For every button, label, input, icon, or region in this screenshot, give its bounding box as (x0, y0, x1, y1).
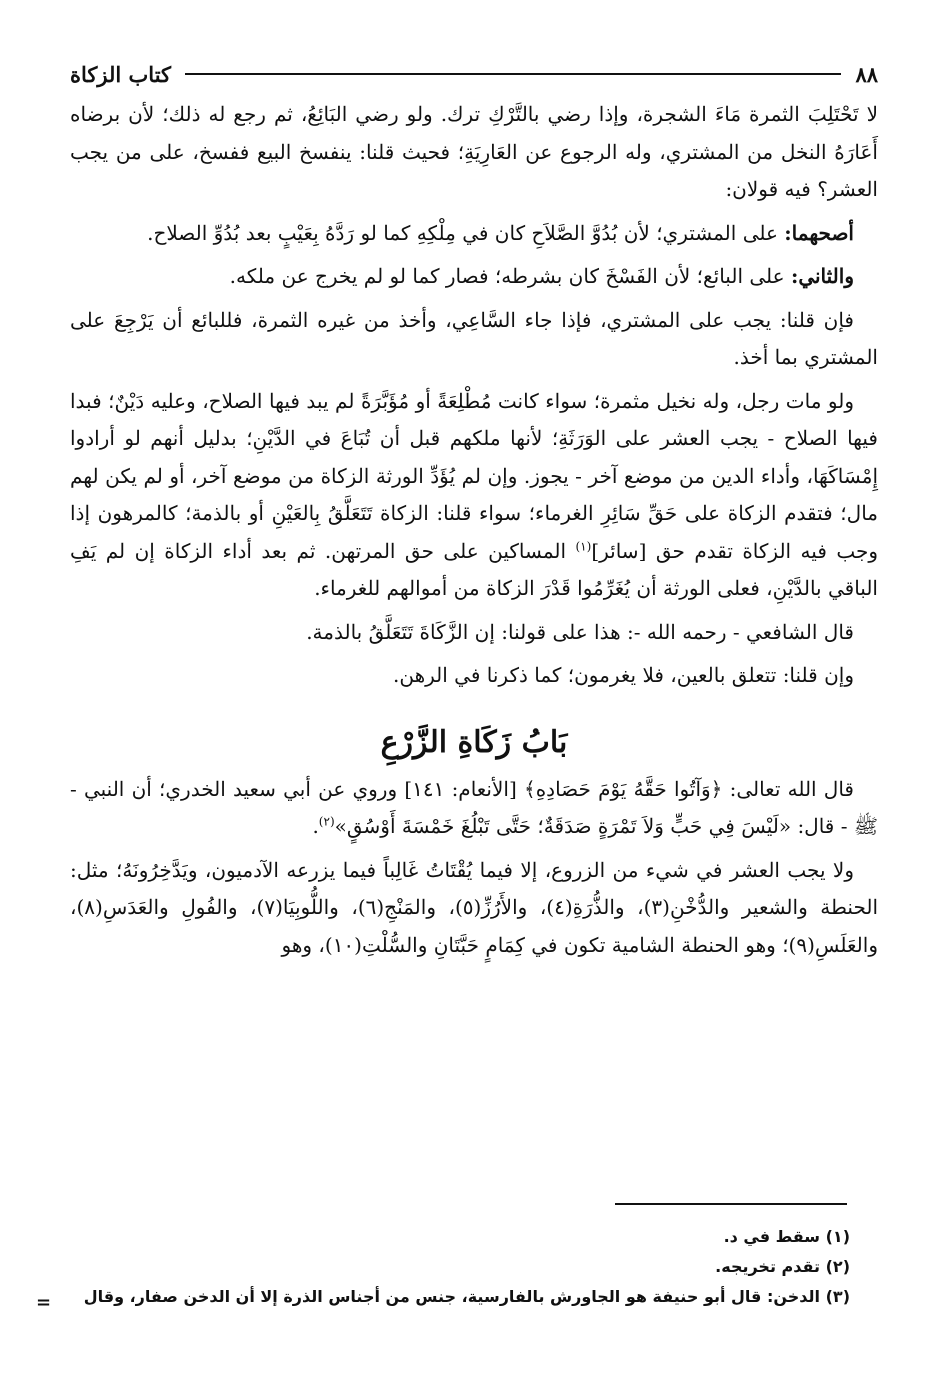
page-header (70, 58, 878, 90)
footnote-rule (615, 1203, 847, 1205)
paragraph-text: ولا يجب العشر في شيء من الزروع، إلا فيما يُقْتَاتُ غَالِباً فيما يزرعه الآدميون، ويَدَّخِرُونَهُ؛ مثل: الحنطة والشعير والدُّخْنِ(٣)، والذُّرَةِ(٤)، والأَرُزِّ(٥)، والمَنْجِ(٦)، واللُّوبِيَا(٧)، والفُولِ والعَدَسِ(٨)، والعَلَسِ(٩)؛ وهو الحنطة الشامية تكون في كِمَامٍ حَبَّتَانِ والسُّلْتِ(١٠)، وهو (70, 857, 879, 957)
paragraph-6 (70, 614, 878, 652)
page-number: ٨٨ (855, 61, 878, 87)
chapter-paragraph-1 (70, 771, 878, 846)
paragraph-text: وإن قلنا: تتعلق بالعين، فلا يغرمون؛ كما ذكرنا في الرهن. (392, 663, 854, 687)
continuation-mark: = (36, 1292, 52, 1313)
paragraph-1 (70, 96, 878, 209)
paragraph-text: . (312, 814, 319, 838)
header-rule (185, 73, 841, 75)
paragraph-4 (70, 302, 878, 377)
footnote-1: (١) سقط في د. (723, 1227, 850, 1246)
paragraph-text: قال الشافعي - رحمه الله -: هذا على قولنا: إن الزَّكَاةَ تَتَعَلَّقُ بالذمة. (306, 619, 854, 644)
main-text (70, 96, 878, 964)
paragraph-lead: والثاني: (790, 264, 854, 288)
paragraph-3 (70, 258, 878, 296)
paragraph-text: قال الله تعالى: ﴿وَآتُوا حَقَّهُ يَوْمَ حَصَادِهِ﴾ [الأنعام: ١٤١] وروي عن أبي سعيد الخدري؛ أن النبي - ﷺ - قال: «لَيْسَ فِي حَبٍّ وَلاَ تَمْرَةٍ صَدَقَةٌ؛ حَتَّى تَبْلُغَ خَمْسَةَ أَوْسُقٍ» (70, 776, 878, 838)
page (70, 58, 878, 970)
paragraph-text: لا تَحْتَلِبَ الثمرة مَاءَ الشجرة، وإذا رضي بالتَّرْكِ ترك. ولو رضي البَائِعُ، ثم رجع له ذلك؛ لأن برضاه أَعَارَهُ النخل من المشتري، وله الرجوع عن العَارِيَةِ؛ فحيث قلنا: ينفسخ البيع ففسخ، على من يجب العشر؟ فيه قولان: (70, 102, 878, 201)
paragraph-lead: أصحهما: (784, 220, 854, 245)
footnote-3: (٣) الدخن: قال أبو حنيفة هو الجاورش بالفارسية، جنس من أجناس الذرة إلا أن الدخن صفار، وقال (83, 1287, 850, 1306)
paragraph-text: المساكين على حق المرتهن. ثم بعد أداء الزكاة إن لم يَفِ الباقي بالدَّيْنِ، فعلى الورثة أن يُغَرِّمُوا قَدْرَ الزكاة من أموالهم للغرماء. (70, 538, 878, 600)
paragraph-text: ولو مات رجل، وله نخيل مثمرة؛ سواء كانت مُطْلِعَةً أو مُؤَبَّرَةً لم يبد فيها الصلاح، وعليه دَيْنٌ؛ فبدا فيها الصلاح - يجب العشر على الوَرَثَةِ؛ لأنها ملكهم قبل أن تُبَاعَ في الدَّيْنِ؛ بدليل أنهم لو أرادوا إِمْسَاكَهَا، وأداء الدين من موضع آخر - يجوز. وإن لم يُؤَدِّ الورثة الزكاة من موضع آخر، أو لم يكن لهم مال؛ فتقدم الزكاة على حَقِّ سَائِرِ الغرماء؛ سواء قلنا: الزكاة تَتَعَلَّقُ بِالعَيْنِ أو بالذمة؛ كالمرهون إذا وجب فيه الزكاة تقدم حق [سائر] (70, 388, 879, 563)
footnotes (70, 1222, 850, 1312)
footnote-ref[interactable]: (٢) (318, 814, 335, 829)
chapter-heading: بَابُ زَكَاةِ الزَّرْعِ (380, 724, 568, 760)
paragraph-5 (70, 383, 878, 608)
paragraph-text: على المشتري؛ لأن بُدُوَّ الصَّلاَحِ كان في مِلْكِهِ كما لو رَدَّهُ بِعَيْبٍ بعد بُدُوِّ الصلاح. (147, 220, 785, 245)
footnote-ref[interactable]: (١) (575, 538, 592, 553)
paragraph-text: على البائع؛ لأن الفَسْخَ كان بشرطه؛ فصار كما لو لم يخرج عن ملكه. (229, 264, 791, 288)
paragraph-2 (70, 215, 878, 253)
paragraph-7 (70, 657, 878, 695)
footnote-2: (٢) تقدم تخريجه. (715, 1257, 850, 1276)
paragraph-text: فإن قلنا: يجب على المشتري، فإذا جاء السَّاعِي، وأخذ من غيره الثمرة، فللبائع أن يَرْجِعَ على المشتري بما أخذ. (70, 307, 878, 369)
chapter-paragraph-2 (70, 852, 878, 965)
book-title: كتاب الزكاة (70, 61, 172, 87)
